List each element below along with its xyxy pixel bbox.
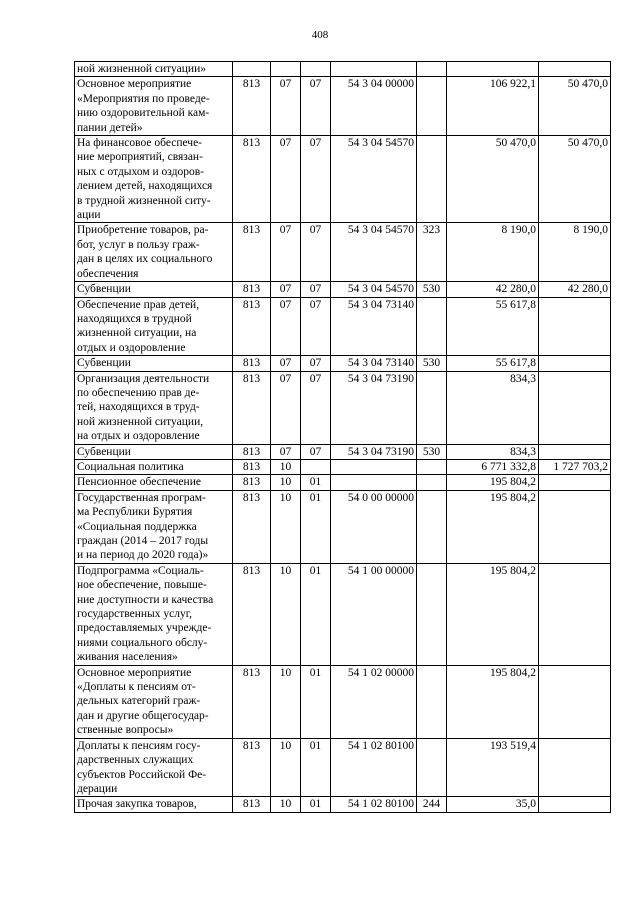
row-target-article-cell: 54 3 04 73190 (331, 444, 417, 459)
row-amount-federal-cell (539, 444, 611, 459)
row-section-cell: 10 (271, 459, 301, 474)
row-subsection-cell: 01 (301, 490, 331, 563)
row-amount-cell: 195 804,2 (447, 563, 539, 665)
row-amount-cell: 8 190,0 (447, 223, 539, 282)
row-target-article-cell (331, 475, 417, 490)
table-row (75, 475, 611, 490)
table-row (75, 459, 611, 474)
row-name-cell: Социальная политика (75, 459, 233, 474)
row-grbs-cell (233, 62, 271, 77)
row-section-cell: 10 (271, 563, 301, 665)
row-amount-federal-cell (539, 475, 611, 490)
row-amount-federal-cell: 50 470,0 (539, 136, 611, 223)
row-amount-federal-cell: 42 280,0 (539, 282, 611, 297)
row-name-cell: Субвенции (75, 282, 233, 297)
table-body (75, 62, 611, 813)
row-expense-type-cell (417, 738, 447, 797)
row-subsection-cell: 07 (301, 282, 331, 297)
row-expense-type-cell: 323 (417, 223, 447, 282)
row-expense-type-cell: 530 (417, 282, 447, 297)
row-section-cell: 07 (271, 297, 301, 356)
row-grbs-cell: 813 (233, 356, 271, 371)
row-target-article-cell: 54 3 04 54570 (331, 136, 417, 223)
table-row (75, 738, 611, 797)
row-target-article-cell (331, 459, 417, 474)
row-subsection-cell: 07 (301, 444, 331, 459)
row-section-cell: 10 (271, 738, 301, 797)
row-target-article-cell: 54 3 04 73140 (331, 356, 417, 371)
row-name-cell: Государственная програм- ма Республики Бурятия «Социальная поддержка граждан (2014 – 2017 годы и на период до 2020 года)» (75, 490, 233, 563)
row-amount-cell: 195 804,2 (447, 665, 539, 738)
row-name-cell: Обеспечение прав детей, находящихся в трудной жизненной ситуации, на отдых и оздоровление (75, 297, 233, 356)
row-amount-cell: 195 804,2 (447, 475, 539, 490)
row-amount-federal-cell: 8 190,0 (539, 223, 611, 282)
row-target-article-cell: 54 3 04 73140 (331, 297, 417, 356)
row-grbs-cell: 813 (233, 371, 271, 444)
row-expense-type-cell: 530 (417, 356, 447, 371)
table-row (75, 665, 611, 738)
row-amount-federal-cell (539, 797, 611, 812)
row-subsection-cell: 01 (301, 738, 331, 797)
row-amount-cell: 50 470,0 (447, 136, 539, 223)
row-amount-cell: 35,0 (447, 797, 539, 812)
row-target-article-cell: 54 1 00 00000 (331, 563, 417, 665)
row-section-cell: 07 (271, 223, 301, 282)
row-name-cell: Прочая закупка товаров, (75, 797, 233, 812)
row-amount-cell: 55 617,8 (447, 356, 539, 371)
row-grbs-cell: 813 (233, 665, 271, 738)
row-target-article-cell: 54 1 02 80100 (331, 797, 417, 812)
row-amount-federal-cell (539, 356, 611, 371)
row-section-cell: 07 (271, 282, 301, 297)
row-amount-cell: 195 804,2 (447, 490, 539, 563)
row-grbs-cell: 813 (233, 444, 271, 459)
row-target-article-cell: 54 1 02 00000 (331, 665, 417, 738)
table-row (75, 356, 611, 371)
row-subsection-cell: 01 (301, 665, 331, 738)
row-amount-federal-cell (539, 738, 611, 797)
row-amount-federal-cell (539, 371, 611, 444)
row-name-cell: Приобретение товаров, ра- бот, услуг в пользу граж- дан в целях их социального обеспечения (75, 223, 233, 282)
row-amount-cell: 106 922,1 (447, 77, 539, 136)
row-amount-cell: 834,3 (447, 444, 539, 459)
row-name-cell: Основное мероприятие «Доплаты к пенсиям от- дельных категорий граж- дан и другие общегосудар- ственные вопросы» (75, 665, 233, 738)
row-amount-federal-cell (539, 563, 611, 665)
row-expense-type-cell (417, 490, 447, 563)
row-grbs-cell: 813 (233, 77, 271, 136)
row-grbs-cell: 813 (233, 797, 271, 812)
table-row (75, 223, 611, 282)
row-subsection-cell: 07 (301, 297, 331, 356)
row-section-cell: 10 (271, 797, 301, 812)
page-number: 408 (311, 29, 329, 41)
table-row (75, 136, 611, 223)
row-amount-cell: 6 771 332,8 (447, 459, 539, 474)
table-row (75, 62, 611, 77)
row-name-cell: Основное мероприятие «Мероприятия по проведе- нию оздоровительной кам- пании детей» (75, 77, 233, 136)
row-grbs-cell: 813 (233, 459, 271, 474)
row-target-article-cell (331, 62, 417, 77)
row-expense-type-cell (417, 475, 447, 490)
row-subsection-cell: 01 (301, 563, 331, 665)
row-expense-type-cell (417, 563, 447, 665)
row-target-article-cell: 54 3 04 54570 (331, 282, 417, 297)
row-name-cell: На финансовое обеспече- ние мероприятий, связан- ных с отдыхом и оздоров- лением детей, находящихся в трудной жизненной ситу- ации (75, 136, 233, 223)
table-row (75, 490, 611, 563)
row-grbs-cell: 813 (233, 490, 271, 563)
row-target-article-cell: 54 3 04 73190 (331, 371, 417, 444)
row-subsection-cell: 01 (301, 475, 331, 490)
row-subsection-cell: 07 (301, 371, 331, 444)
row-expense-type-cell (417, 62, 447, 77)
row-section-cell: 10 (271, 475, 301, 490)
row-amount-cell (447, 62, 539, 77)
row-subsection-cell: 07 (301, 356, 331, 371)
table-row (75, 444, 611, 459)
row-amount-cell: 55 617,8 (447, 297, 539, 356)
row-name-cell: ной жизненной ситуации» (75, 62, 233, 77)
row-expense-type-cell (417, 665, 447, 738)
row-target-article-cell: 54 3 04 00000 (331, 77, 417, 136)
row-section-cell: 07 (271, 356, 301, 371)
row-name-cell: Доплаты к пенсиям госу- дарственных служащих субъектов Российской Фе- дерации (75, 738, 233, 797)
row-section-cell: 07 (271, 77, 301, 136)
row-amount-federal-cell (539, 665, 611, 738)
row-target-article-cell: 54 1 02 80100 (331, 738, 417, 797)
row-grbs-cell: 813 (233, 738, 271, 797)
row-amount-federal-cell: 50 470,0 (539, 77, 611, 136)
row-amount-federal-cell (539, 62, 611, 77)
table-row (75, 797, 611, 812)
row-grbs-cell: 813 (233, 282, 271, 297)
row-subsection-cell: 07 (301, 223, 331, 282)
row-expense-type-cell (417, 77, 447, 136)
row-target-article-cell: 54 3 04 54570 (331, 223, 417, 282)
row-amount-federal-cell (539, 297, 611, 356)
row-name-cell: Подпрограмма «Социаль- ное обеспечение, повыше- ние доступности и качества государственных услуг, предоставляемых учрежде- ниями социального обслу- живания населения» (75, 563, 233, 665)
row-section-cell: 07 (271, 371, 301, 444)
row-amount-federal-cell (539, 490, 611, 563)
row-amount-federal-cell: 1 727 703,2 (539, 459, 611, 474)
budget-table (74, 61, 611, 813)
row-name-cell: Пенсионное обеспечение (75, 475, 233, 490)
row-amount-cell: 193 519,4 (447, 738, 539, 797)
table-row (75, 282, 611, 297)
row-section-cell: 07 (271, 136, 301, 223)
row-subsection-cell: 07 (301, 136, 331, 223)
row-subsection-cell (301, 459, 331, 474)
row-name-cell: Субвенции (75, 444, 233, 459)
row-expense-type-cell (417, 297, 447, 356)
row-expense-type-cell (417, 371, 447, 444)
row-expense-type-cell (417, 136, 447, 223)
row-expense-type-cell (417, 459, 447, 474)
row-grbs-cell: 813 (233, 297, 271, 356)
row-section-cell (271, 62, 301, 77)
row-subsection-cell (301, 62, 331, 77)
row-grbs-cell: 813 (233, 563, 271, 665)
row-expense-type-cell: 244 (417, 797, 447, 812)
row-subsection-cell: 07 (301, 77, 331, 136)
table-row (75, 77, 611, 136)
row-amount-cell: 42 280,0 (447, 282, 539, 297)
row-section-cell: 10 (271, 665, 301, 738)
row-grbs-cell: 813 (233, 223, 271, 282)
row-section-cell: 10 (271, 490, 301, 563)
row-grbs-cell: 813 (233, 475, 271, 490)
row-amount-cell: 834,3 (447, 371, 539, 444)
row-expense-type-cell: 530 (417, 444, 447, 459)
row-name-cell: Субвенции (75, 356, 233, 371)
row-target-article-cell: 54 0 00 00000 (331, 490, 417, 563)
row-section-cell: 07 (271, 444, 301, 459)
table-row (75, 297, 611, 356)
row-subsection-cell: 01 (301, 797, 331, 812)
row-name-cell: Организация деятельности по обеспечению прав де- тей, находящихся в труд- ной жизненной ситуации, на отдых и оздоровление (75, 371, 233, 444)
row-grbs-cell: 813 (233, 136, 271, 223)
table-row (75, 371, 611, 444)
table-row (75, 563, 611, 665)
